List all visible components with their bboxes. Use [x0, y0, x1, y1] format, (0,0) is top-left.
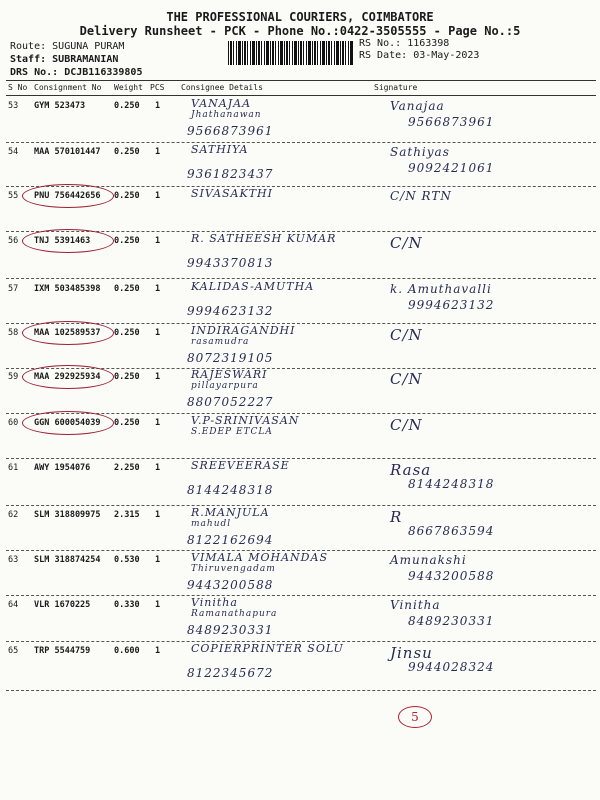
- row-consignment: TNJ 5391463: [34, 236, 91, 246]
- signature: Rasa: [390, 461, 432, 479]
- consignee-address: Jhathanawan: [191, 110, 262, 120]
- row-consignment: PNU 756442656: [34, 191, 101, 201]
- signature: Vinitha: [390, 598, 441, 612]
- row-consignment: SLM 318809975: [34, 510, 101, 520]
- row-divider: [6, 458, 596, 459]
- consignee-phone: 9566873961: [187, 124, 274, 138]
- signature: C/N: [390, 326, 423, 344]
- row-consignment: MAA 292925934: [34, 372, 101, 382]
- consignee-name: SIVASAKTHI: [191, 187, 273, 200]
- row-weight: 0.330: [114, 600, 140, 610]
- row-weight: 0.250: [114, 147, 140, 157]
- signature: Sathiyas: [390, 145, 450, 159]
- table-top-rule: [6, 80, 596, 81]
- staff-value: SUBRAMANIAN: [52, 54, 119, 65]
- row-weight: 0.250: [114, 101, 140, 111]
- rs-date: RS Date: 03-May-2023: [359, 50, 480, 61]
- runsheet-subtitle: Delivery Runsheet - PCK - Phone No.:0422-3505555 - Page No.:5: [79, 24, 521, 38]
- row-pcs: 1: [155, 510, 161, 520]
- col-consignment: Consignment No: [34, 83, 102, 92]
- row-pcs: 1: [155, 191, 161, 201]
- consignee-phone: 9443200588: [187, 578, 274, 592]
- signature-phone: 8144248318: [408, 477, 495, 491]
- row-pcs: 1: [155, 372, 161, 382]
- row-pcs: 1: [155, 284, 161, 294]
- row-pcs: 1: [155, 463, 161, 473]
- consignee-address: S.EDEP ETCLA: [191, 427, 273, 437]
- row-divider: [6, 278, 596, 279]
- row-weight: 2.250: [114, 463, 140, 473]
- row-consignment: GYM 523473: [34, 101, 86, 111]
- row-pcs: 1: [155, 646, 161, 656]
- row-weight: 2.315: [114, 510, 140, 520]
- signature: C/N: [390, 234, 423, 252]
- row-sno: 65: [8, 646, 19, 656]
- signature-phone: 8667863594: [408, 524, 495, 538]
- rs-no: RS No.: 1163398: [359, 38, 450, 49]
- signature: C/N: [390, 416, 423, 434]
- row-pcs: 1: [155, 236, 161, 246]
- consignee-name: INDIRAGANDHI: [191, 324, 296, 337]
- route-value: SUGUNA PURAM: [52, 41, 125, 52]
- signature: C/N RTN: [390, 189, 452, 203]
- row-pcs: 1: [155, 101, 161, 111]
- row-sno: 55: [8, 191, 19, 201]
- consignee-name: R. SATHEESH KUMAR: [191, 232, 337, 245]
- signature: k. Amuthavalli: [390, 282, 492, 296]
- barcode: [228, 41, 354, 65]
- circle-mark: [22, 411, 114, 435]
- consignee-phone: 8122345672: [187, 666, 274, 680]
- header-rule: [6, 95, 596, 96]
- row-sno: 61: [8, 463, 19, 473]
- circle-mark: [22, 321, 114, 345]
- signature-phone: 9443200588: [408, 569, 495, 583]
- row-sno: 60: [8, 418, 19, 428]
- circle-mark: [22, 184, 114, 208]
- row-weight: 0.250: [114, 418, 140, 428]
- row-weight: 0.250: [114, 328, 140, 338]
- row-sno: 59: [8, 372, 19, 382]
- row-weight: 0.600: [114, 646, 140, 656]
- consignee-name: VIMALA MOHANDAS: [191, 551, 328, 564]
- signature: Vanajaa: [390, 99, 445, 113]
- signature: Amunakshi: [390, 553, 467, 567]
- row-consignment: IXM 503485398: [34, 284, 101, 294]
- consignee-name: SATHIYA: [191, 143, 249, 156]
- consignee-name: V.P-SRINIVASAN: [191, 414, 300, 427]
- row-consignment: AWY 1954076: [34, 463, 91, 473]
- consignee-address: Thiruvengadam: [191, 564, 276, 574]
- circle-mark: [22, 229, 114, 253]
- consignee-phone: 8144248318: [187, 483, 274, 497]
- consignee-name: KALIDAS-AMUTHA: [191, 280, 315, 293]
- row-consignment: SLM 318874254: [34, 555, 101, 565]
- consignee-name: COPIERPRINTER SOLU: [191, 642, 344, 655]
- signature-phone: 8489230331: [408, 614, 495, 628]
- signature-phone: 9566873961: [408, 115, 495, 129]
- consignee-phone: 8072319105: [187, 351, 274, 365]
- row-sno: 62: [8, 510, 19, 520]
- row-weight: 0.250: [114, 372, 140, 382]
- staff-line: Staff: SUBRAMANIAN: [10, 54, 119, 65]
- consignee-phone: 9994623132: [187, 304, 274, 318]
- row-weight: 0.530: [114, 555, 140, 565]
- row-weight: 0.250: [114, 236, 140, 246]
- row-consignment: VLR 1670225: [34, 600, 91, 610]
- signature: C/N: [390, 370, 423, 388]
- consignee-phone: 8807052227: [187, 395, 274, 409]
- consignee-name: VANAJAA: [191, 97, 252, 110]
- drs-value: DCJB116339805: [64, 67, 143, 78]
- circle-mark: [22, 365, 114, 389]
- consignee-address: rasamudra: [191, 337, 250, 347]
- consignee-name: R.MANJULA: [191, 506, 270, 519]
- row-pcs: 1: [155, 555, 161, 565]
- page-count-stamp: 5: [398, 706, 432, 728]
- route-line: Route: SUGUNA PURAM: [10, 41, 125, 52]
- consignee-phone: 9943370813: [187, 256, 274, 270]
- row-consignment: TRP 5544759: [34, 646, 91, 656]
- row-divider: [6, 142, 596, 143]
- row-pcs: 1: [155, 328, 161, 338]
- row-consignment: MAA 570101447: [34, 147, 101, 157]
- col-signature: Signature: [374, 83, 418, 92]
- consignee-name: Vinitha: [191, 596, 238, 609]
- signature: Jinsu: [390, 644, 433, 662]
- consignee-phone: 9361823437: [187, 167, 274, 181]
- col-pcs: PCS: [150, 83, 165, 92]
- signature-phone: 9994623132: [408, 298, 495, 312]
- row-pcs: 1: [155, 600, 161, 610]
- consignee-address: mahudl: [191, 519, 232, 529]
- col-sno: S No: [8, 83, 28, 92]
- signature-phone: 9092421061: [408, 161, 495, 175]
- row-consignment: MAA 102589537: [34, 328, 101, 338]
- row-sno: 64: [8, 600, 19, 610]
- row-consignment: GGN 600054039: [34, 418, 101, 428]
- consignee-phone: 8122162694: [187, 533, 274, 547]
- drs-line: DRS No.: DCJB116339805: [10, 67, 143, 78]
- row-sno: 53: [8, 101, 19, 111]
- row-weight: 0.250: [114, 191, 140, 201]
- signature: R: [390, 508, 403, 526]
- col-consignee: Consignee Details: [181, 83, 263, 92]
- row-divider: [6, 690, 596, 691]
- consignee-address: pillayarpura: [191, 381, 259, 391]
- consignee-phone: 8489230331: [187, 623, 274, 637]
- row-pcs: 1: [155, 147, 161, 157]
- company-title: THE PROFESSIONAL COURIERS, COIMBATORE: [166, 10, 434, 24]
- row-sno: 58: [8, 328, 19, 338]
- row-divider: [6, 595, 596, 596]
- row-divider: [6, 505, 596, 506]
- consignee-name: RAJESWARI: [191, 368, 268, 381]
- row-sno: 54: [8, 147, 19, 157]
- consignee-address: Ramanathapura: [191, 609, 278, 619]
- row-sno: 63: [8, 555, 19, 565]
- row-weight: 0.250: [114, 284, 140, 294]
- row-pcs: 1: [155, 418, 161, 428]
- signature-phone: 9944028324: [408, 660, 495, 674]
- row-sno: 56: [8, 236, 19, 246]
- row-sno: 57: [8, 284, 19, 294]
- consignee-name: SREEVEERASE: [191, 459, 290, 472]
- col-weight: Weight: [114, 83, 143, 92]
